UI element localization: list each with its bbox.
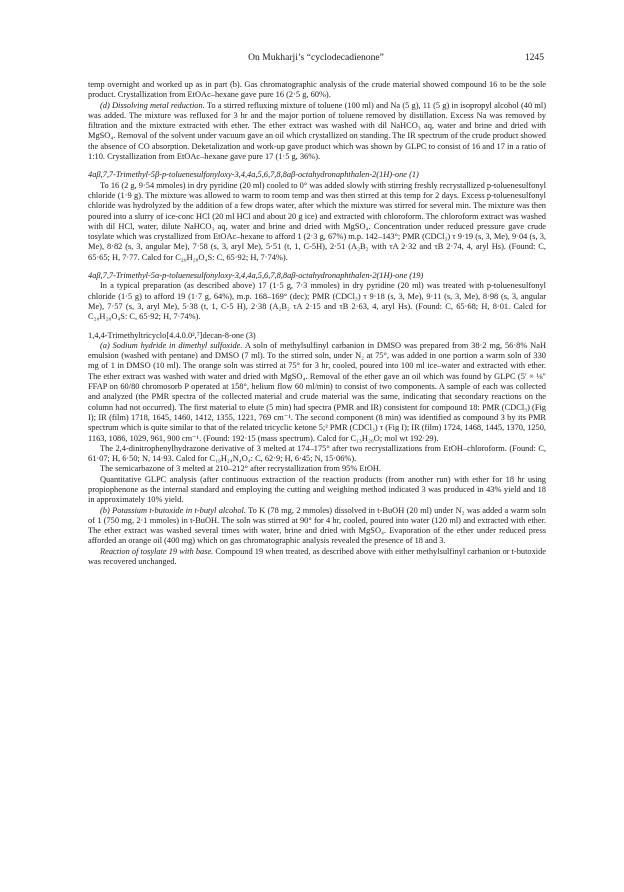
paragraph-sodium-hydride: (a) Sodium hydride in dimethyl sulfoxide. A soln of methylsulfinyl carbanion in DMSO was prepared from 38·2 mg, 56·8% NaH emulsion (washed with pentane) and DMSO (7 ml). To the stirred soln, under N₂ at 75°, was added in one portion a warm soln of 330 mg of 1 in DMSO (10 ml). The orange soln was stirred at 75° for 3 hr, cooled, poured into 100 ml ice–water and extracted with ether. The ether extract was washed with water and dried with MgSO₄. Removal of the ether gave an oil which was found by GLPC (5′ × ⅛″ FFAP on 60/80 chromosorb P operated at 158°, helium flow 60 ml/min) to consist of two components. A sample of each was collected and analyzed (the PMR spectra of the collected material and crude material was the same, indicating that secondary reactions on the column had not occurred). The first material to elute (5 min) had spectra (PMR and IR) consistent for compound 18: PMR (CDCl₃) (Fig I); IR (film) 1718, 1645, 1460, 1412, 1355, 1221, 769 cm⁻¹. The second component (8 min) was identified as compound 3 by its PMR spectrum which is quite similar to that of the related tricyclic ketone 5;² PMR (CDCl₃) τ (Fig I); IR (film) 1724, 1468, 1445, 1370, 1250, 1163, 1086, 1029, 961, 900 cm⁻¹. (Found: 192·15 (mass spectrum). Calcd for C₁₃H₂₀O; mol wt 192·29). bbox=[88, 340, 546, 443]
subsection-lead: (a) Sodium hydride in dimethyl sulfoxide. bbox=[100, 340, 243, 350]
subsection-lead: (b) Potassium t-butoxide in t-butyl alcohol. bbox=[100, 505, 246, 515]
paragraph-tosylate-19: Reaction of tosylate 19 with base. Compound 19 when treated, as described above with either methylsulfinyl carbanion or t-butoxide was recovered unchanged. bbox=[88, 546, 547, 567]
compound-1-heading: 4aβ,7,7-Trimethyl-5β-p-toluenesulfonyloxy-3,4,4a,5,6,7,8,8aβ-octahydronaphthalen-2(1H)-one (1) bbox=[88, 170, 419, 180]
paragraph-continuation: temp overnight and worked up as in part (b). Gas chromatographic analysis of the crude material showed compound 16 to be the sole product. Crystallization from EtOAc–hexane gave pure 16 (2·5 g, 60%). bbox=[88, 80, 546, 100]
running-title: On Mukharji’s “cyclodecadienone” bbox=[248, 52, 384, 63]
paragraph-compound-1: To 16 (2 g, 9·54 mmoles) in dry pyridine (20 ml) cooled to 0° was added slowly with stirring freshly recrystallized p-toluenesulfonyl chloride (1·9 g). The mixture was allowed to warm to room temp and was then stirred at this temp for 2 days. Excess p-toluenesulfonyl chloride was hydrolyzed by the addition of a few drops water, after which the mixture was stirred for several min. The mixture was then poured into a slurry of ice-conc HCl (20 ml HCl and about 20 g ice) and extracted with chloroform. The chloroform extract was washed with dil HCl, water, dilute NaHCO₃ aq, water and brine and dried with MgSO₄. Concentration under reduced pressure gave crude tosylate which was crystallized from EtOAc–hexane to afford 1 (2·3 g, 67%) m.p. 142–143°; PMR (CDCl₃) τ 9·19 (s, 3, Me), 9·04 (s, 3, Me), 8·82 (s, 3, angular Me), 7·58 (s, 3, aryl Me), 5·51 (t, 1, C-5H), 2·51 (A₂B₂ with τA 2·32 and τB 2·74, 4, aryl Hs). (Found: C, 65·65; H, 7·77. Calcd for C₂₀H₂₈O₄S: C, 65·92; H, 7·74%). bbox=[88, 180, 546, 262]
paragraph-dnp-derivative: The 2,4-dinitrophenylhydrazone derivative of 3 melted at 174–175° after two recrystallizations from EtOH–chloroform. (Found: C, 61·07; H, 6·50; N, 14·93. Calcd for C₁₉H₂₄N₄O₄: C, 62·9; H, 6·45; N, 15·06%). bbox=[88, 443, 546, 464]
subsection-lead: (d) Dissolving metal reduction. bbox=[100, 100, 205, 110]
running-head bbox=[88, 52, 544, 64]
paragraph-semicarbazone: The semicarbazone of 3 melted at 210–212° after recrystallization from 95% EtOH. bbox=[100, 464, 382, 474]
article-body bbox=[88, 80, 546, 567]
paragraph-dissolving-metal: (d) Dissolving metal reduction. To a stirred refluxing mixture of toluene (100 ml) and Na (5 g), 11 (5 g) in isopropyl alcohol (40 ml) was added. The mixture was refluxed for 3 hr and the major portion of toluene removed by distillation. Excess Na was removed by filtration and the mixture extracted with ether. The ether extract was washed with dil NaHCO₃ aq, water and brine and dried with MgSO₄. Removal of the solvent under vacuum gave an oil which crystallized on standing. The IR spectrum of the crude product showed the absence of CO absorption. Deketalization and work-up gave product which was shown by GLPC to consist of 16 and 17 in a ratio of 1:10. Crystallization from EtOAc–hexane gave pure 17 (1·5 g, 36%). bbox=[88, 100, 546, 162]
page-number: 1245 bbox=[524, 52, 544, 63]
paragraph-potassium-butoxide: (b) Potassium t-butoxide in t-butyl alcohol. To K (78 mg, 2 mmoles) dissolved in t-BuOH (20 ml) under N₂ was added a warm soln of 1 (750 mg, 2·1 mmoles) in t-BuOH. The soln was stirred at 90° for 4 hr, cooled, poured into water (120 ml) and extracted with ether. The ether extract was washed several times with water, brine and dried with MgSO₄. Evaporation of the ether under reduced press afforded an orange oil (400 mg) which on gas chromatographic analysis revealed the presence of 18 and 3. bbox=[88, 505, 546, 546]
compound-3-heading: 1,4,4-Trimethyltricyclo[4.4.0.0²,⁷]decan-8-one (3) bbox=[88, 330, 256, 340]
subsection-lead: Reaction of tosylate 19 with base. bbox=[100, 546, 214, 556]
compound-19-heading: 4aβ,7,7-Trimethyl-5α-p-toluenesulfonyloxy-3,4,4a,5,6,7,8,8aβ-octahydronaphthalen-2(1H)-one (19) bbox=[88, 271, 424, 281]
paragraph-compound-19: In a typical preparation (as described above) 17 (1·5 g, 7·3 mmoles) in dry pyridine (20 ml) was treated with p-toluenesulfonyl chloride (1·5 g) to afford 19 (1·7 g, 64%), m.p. 168–169° (dec); PMR (CDCl₃) τ 9·18 (s, 3, Me), 9·11 (s, 3, Me), 8·98 (s, 3, angular Me), 7·57 (s, 3, aryl Me), 5·38 (t, 1, C-5 H), 2·38 (A₂B₂ τA 2·15 and τB 2·63, 4, aryl Hs). (Found: C, 65·68; H, 8·01. Calcd for C₂₀H₂₈O₄S: C, 65·92; H, 7·74%). bbox=[88, 281, 546, 322]
paragraph-glpc-analysis: Quantitative GLPC analysis (after continuous extraction of the reaction products (from another run) with ether for 18 hr using propiophenone as the internal standard and employing the cutting and weighing method indicated 3 was produced in 43% yield and 18 in approximately 10% yield. bbox=[88, 474, 546, 505]
